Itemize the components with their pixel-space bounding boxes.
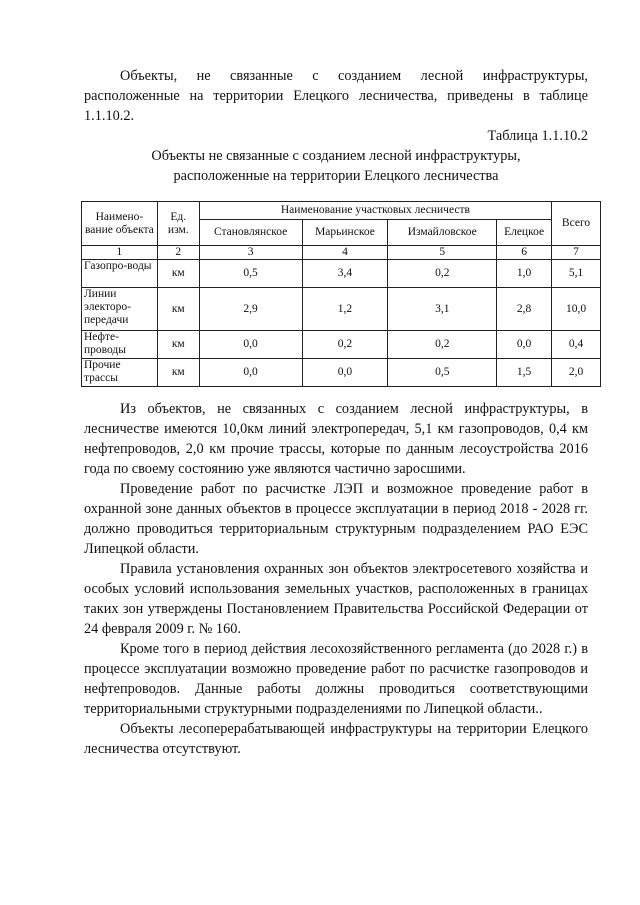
header-object: Наимено-вание объекта bbox=[82, 202, 158, 246]
row-total: 2,0 bbox=[552, 359, 601, 387]
header-unit: Ед. изм. bbox=[157, 202, 199, 246]
table-title-line2: расположенные на территории Елецкого лесничества bbox=[173, 168, 499, 184]
row-value: 0,2 bbox=[388, 331, 497, 359]
row-value: 0,2 bbox=[302, 331, 388, 359]
row-value: 2,9 bbox=[199, 288, 302, 331]
header-total: Всего bbox=[552, 202, 601, 246]
row-unit: км bbox=[157, 331, 199, 359]
table-row bbox=[82, 288, 601, 331]
paragraph: Правила установления охранных зон объектов электросетевого хозяйства и особых условий использования земельных участков, расположенных в границах таких зон утверждены Постановлением Правительства Российской Федерации от 24 февраля 2009 г. № 160. bbox=[84, 561, 588, 637]
row-value: 0,0 bbox=[199, 331, 302, 359]
paragraph: Из объектов, не связанных с созданием лесной инфраструктуры, в лесничестве имеются 10,0км линий электропередач, 5,1 км газопроводов, 0,4 км нефтепроводов, 2,0 км прочие трассы, которые по данным лесоустройства 2016 года по своему состоянию уже являются частично заросшими. bbox=[84, 401, 588, 477]
header-district: Становлянское bbox=[199, 220, 302, 246]
column-number: 5 bbox=[388, 246, 497, 260]
intro-paragraph: Объекты, не связанные с созданием лесной инфраструктуры, расположенные на территории Елецкого лесничества, приведены в таблице 1.1.10.2. bbox=[84, 68, 588, 124]
row-value: 0,5 bbox=[388, 359, 497, 387]
row-value: 2,8 bbox=[497, 288, 552, 331]
row-value: 0,5 bbox=[199, 260, 302, 288]
header-districts-group: Наименование участковых лесничеств bbox=[199, 202, 551, 220]
objects-table bbox=[81, 201, 601, 387]
column-number: 1 bbox=[82, 246, 158, 260]
row-name: Прочие трассы bbox=[82, 359, 158, 387]
row-unit: км bbox=[157, 260, 199, 288]
header-district: Марьинское bbox=[302, 220, 388, 246]
row-value: 3,1 bbox=[388, 288, 497, 331]
header-district: Измайловское bbox=[388, 220, 497, 246]
column-number: 3 bbox=[199, 246, 302, 260]
row-value: 1,0 bbox=[497, 260, 552, 288]
row-total: 10,0 bbox=[552, 288, 601, 331]
row-value: 0,0 bbox=[302, 359, 388, 387]
paragraph: Объекты лесоперерабатывающей инфраструктуры на территории Елецкого лесничества отсутствуют. bbox=[84, 721, 588, 757]
table-row bbox=[82, 331, 601, 359]
row-name: Нефте-проводы bbox=[82, 331, 158, 359]
column-number: 4 bbox=[302, 246, 388, 260]
document-page bbox=[84, 66, 591, 759]
row-value: 0,0 bbox=[199, 359, 302, 387]
table-title-line1: Объекты не связанные с созданием лесной инфраструктуры, bbox=[151, 148, 521, 164]
row-total: 0,4 bbox=[552, 331, 601, 359]
header-district: Елецкое bbox=[497, 220, 552, 246]
paragraph: Проведение работ по расчистке ЛЭП и возможное проведение работ в охранной зоне данных объектов в процессе эксплуатации в период 2018 - 2028 гг. должно проводиться территориальным структурным подразделением РАО ЕЭС Липецкой области. bbox=[84, 481, 588, 557]
row-total: 5,1 bbox=[552, 260, 601, 288]
column-number: 7 bbox=[552, 246, 601, 260]
row-value: 0,0 bbox=[497, 331, 552, 359]
column-number: 2 bbox=[157, 246, 199, 260]
table-row bbox=[82, 359, 601, 387]
row-value: 0,2 bbox=[388, 260, 497, 288]
body-text bbox=[84, 399, 588, 759]
column-number: 6 bbox=[497, 246, 552, 260]
paragraph: Кроме того в период действия лесохозяйственного регламента (до 2028 г.) в процессе эксплуатации возможно проведение работ по расчистке газопроводов и нефтепроводов. Данные работы должны проводиться соответствующими территориальными структурными подразделениями по Липецкой области.. bbox=[84, 641, 588, 717]
row-value: 1,2 bbox=[302, 288, 388, 331]
row-value: 3,4 bbox=[302, 260, 388, 288]
row-name: Газопро-воды bbox=[82, 260, 158, 288]
row-value: 1,5 bbox=[497, 359, 552, 387]
table-caption: Таблица 1.1.10.2 bbox=[487, 128, 588, 144]
row-unit: км bbox=[157, 288, 199, 331]
table-row bbox=[82, 260, 601, 288]
row-name: Линии электоро-передачи bbox=[82, 288, 158, 331]
row-unit: км bbox=[157, 359, 199, 387]
